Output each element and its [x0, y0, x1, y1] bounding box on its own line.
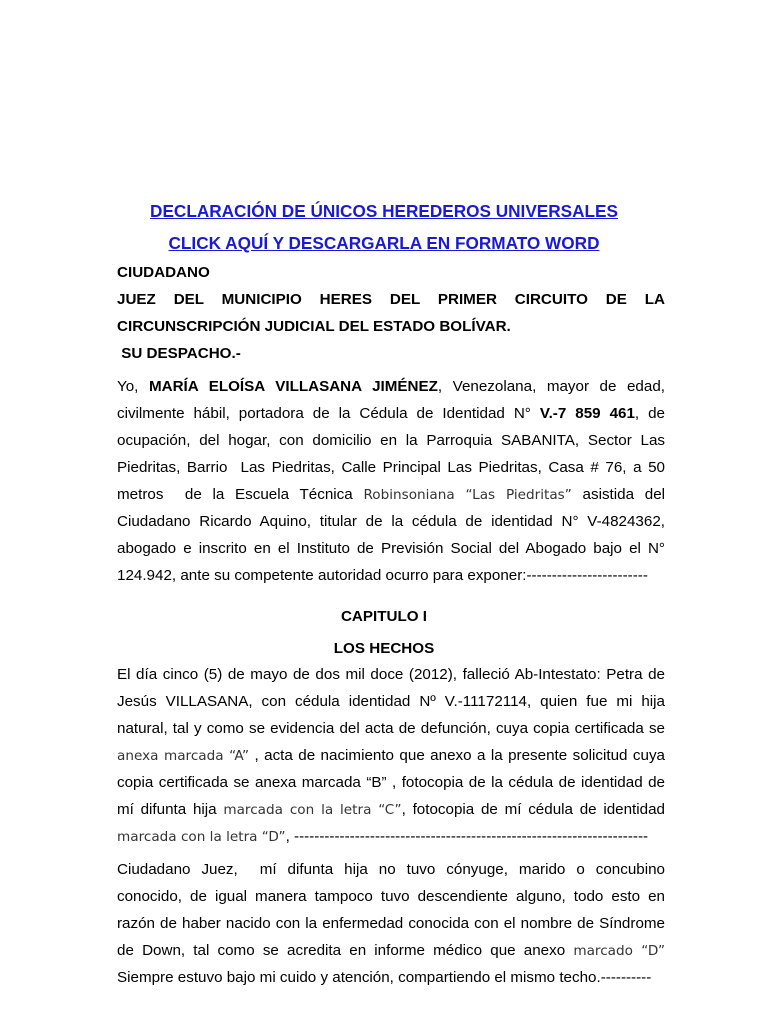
- addressee-line-2: JUEZ DEL MUNICIPIO HERES DEL PRIMER CIRCUITO DE LA: [117, 291, 665, 308]
- p1-line-4: Piedritas, Barrio Las Piedritas, Calle Principal Las Piedritas, Casa # 76, a 50: [117, 459, 665, 476]
- p3-line-1: Ciudadano Juez, mí difunta hija no tuvo cónyuge, marido o concubino: [117, 861, 665, 878]
- p2-line-7: marcada con la letra “D”, ----------------------------------------------------------------------: [117, 828, 649, 845]
- p2-line-6: mí difunta hija marcada con la letra “C”, fotocopia de mí cédula de identidad: [117, 801, 665, 818]
- p1-line-3: ocupación, del hogar, con domicilio en la Parroquia SABANITA, Sector Las: [117, 432, 665, 449]
- section-heading: LOS HECHOS: [333, 640, 435, 657]
- chapter-heading: CAPITULO I: [340, 608, 428, 625]
- download-word-link[interactable]: CLICK AQUÍ Y DESCARGARLA EN FORMATO WORD: [168, 233, 600, 253]
- p2-line-1: El día cinco (5) de mayo de dos mil doce (2012), falleció Ab-Intestato: Petra de: [117, 666, 665, 683]
- p3-line-3: razón de haber nacido con la enfermedad conocida con el nombre de Síndrome: [117, 915, 665, 932]
- title-link[interactable]: DECLARACIÓN DE ÚNICOS HEREDEROS UNIVERSALES: [150, 201, 618, 221]
- p3-line-2: conocido, de igual manera tampoco tuvo descendiente alguno, todo esto en: [117, 888, 665, 905]
- p1-line-5: metros de la Escuela Técnica Robinsoniana “Las Piedritas” asistida del: [117, 486, 666, 503]
- addressee-line-1: CIUDADANO: [117, 264, 210, 281]
- addressee-line-3: CIRCUNSCRIPCIÓN JUDICIAL DEL ESTADO BOLÍVAR.: [117, 318, 511, 335]
- addressee-line-4: SU DESPACHO.-: [117, 345, 241, 362]
- p1-line-7: abogado e inscrito en el Instituto de Previsión Social del Abogado bajo el N°: [117, 540, 665, 557]
- p1-line-2: civilmente hábil, portadora de la Cédula de Identidad N° V.-7 859 461, de: [117, 405, 665, 422]
- p2-line-5: copia certificada se anexa marcada “B” , fotocopia de la cédula de identidad de: [117, 774, 665, 791]
- p2-line-2: Jesús VILLASANA, con cédula identidad Nº V.-11172114, quien fue mi hija: [117, 693, 665, 710]
- p2-line-3: natural, tal y como se evidencia del acta de defunción, cuya copia certificada se: [117, 720, 665, 737]
- p3-line-4: de Down, tal como se acredita en informe médico que anexo marcado “D”: [117, 942, 666, 959]
- p3-line-5: Siempre estuvo bajo mi cuido y atención, compartiendo el mismo techo.----------: [117, 969, 652, 986]
- p2-line-4: anexa marcada “A” , acta de nacimiento que anexo a la presente solicitud cuya: [117, 747, 665, 764]
- p1-line-8: 124.942, ante su competente autoridad ocurro para exponer:------------------------: [117, 567, 648, 584]
- p1-line-6: Ciudadano Ricardo Aquino, titular de la cédula de identidad N° V-4824362,: [117, 513, 665, 530]
- p1-line-1: Yo, MARÍA ELOÍSA VILLASANA JIMÉNEZ, Venezolana, mayor de edad,: [117, 378, 665, 395]
